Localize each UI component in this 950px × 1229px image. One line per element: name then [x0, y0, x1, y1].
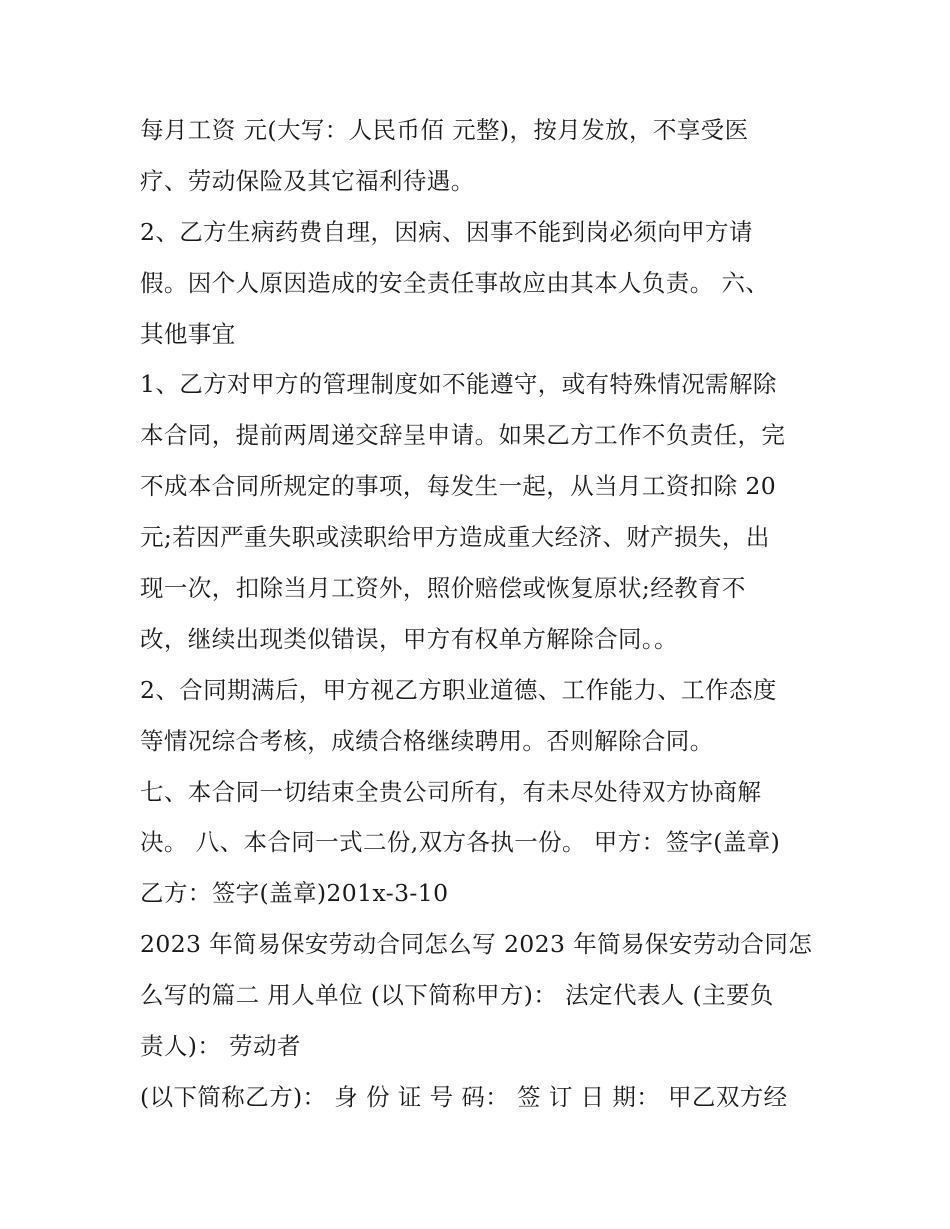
- text-line-2: 疗、劳动保险及其它福利待遇。: [140, 166, 475, 195]
- text-line-3: 2、乙方生病药费自理，因病、因事不能到岗必须向甲方请: [140, 217, 753, 246]
- text-line-19: 责人)： 劳动者: [140, 1032, 301, 1061]
- text-line-11: 改，继续出现类似错误，甲方有权单方解除合同。。: [140, 624, 678, 653]
- text-line-4: 假。因个人原因造成的安全责任事故应由其本人负责。 六、: [140, 268, 770, 297]
- text-line-17: 2023 年简易保安劳动合同怎么写 2023 年简易保安劳动合同怎: [140, 930, 813, 959]
- text-line-12: 2、合同期满后，甲方视乙方职业道德、工作能力、工作态度: [140, 675, 777, 704]
- contract-text: [140, 105, 830, 1123]
- text-line-7: 本合同，提前两周递交辞呈申请。如果乙方工作不负责任，完: [140, 421, 786, 450]
- text-line-20: (以下简称乙方)： 身 份 证 号 码： 签 订 日 期： 甲乙双方经: [140, 1082, 788, 1111]
- text-line-6: 1、乙方对甲方的管理制度如不能遵守，或有特殊情况需解除: [140, 370, 777, 399]
- text-line-13: 等情况综合考核，成绩合格继续聘用。否则解除合同。: [140, 726, 714, 755]
- text-line-8: 不成本合同所规定的事项，每发生一起，从当月工资扣除 20: [140, 472, 777, 501]
- text-line-5: 其他事宜: [140, 319, 236, 348]
- text-line-18: 么写的篇二 用人单位 (以下简称甲方)： 法定代表人 (主要负: [140, 981, 774, 1010]
- text-line-10: 现一次，扣除当月工资外，照价赔偿或恢复原状;经教育不: [140, 574, 746, 603]
- text-line-14: 七、本合同一切结束全贵公司所有，有未尽处待双方协商解: [140, 777, 762, 806]
- text-line-16: 乙方：签字(盖章)201x-3-10: [140, 879, 449, 908]
- text-line-15: 决。 八、本合同一式二份,双方各执一份。 甲方：签字(盖章): [140, 828, 781, 857]
- text-line-9: 元;若因严重失职或渎职给甲方造成重大经济、财产损失，出: [140, 523, 770, 552]
- text-line-1: 每月工资 元(大写：人民币佰 元整)，按月发放，不享受医: [140, 116, 749, 144]
